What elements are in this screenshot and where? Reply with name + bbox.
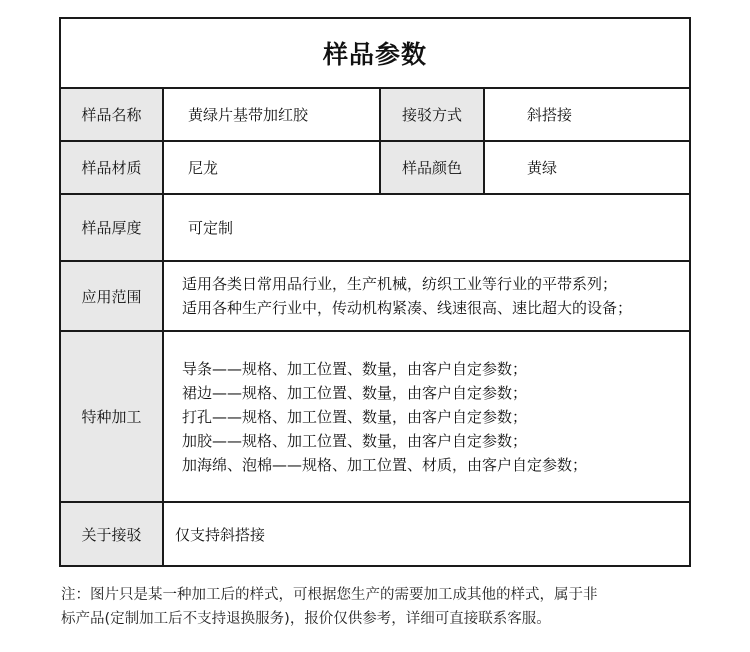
- table-title: 样品参数: [61, 19, 689, 89]
- special-processing-line: 导条——规格、加工位置、数量，由客户自定参数；: [182, 359, 528, 378]
- joint-label: 关于接驳: [61, 503, 164, 565]
- application-scope-label: 应用范围: [61, 262, 164, 330]
- sample-color-value: 黄绿: [527, 159, 558, 177]
- row-special-processing: [61, 332, 689, 503]
- special-processing-line: 裙边——规格、加工位置、数量，由客户自定参数；: [182, 383, 528, 402]
- special-processing-line: 打孔——规格、加工位置、数量，由客户自定参数；: [182, 407, 528, 426]
- footnote: [61, 583, 701, 631]
- special-processing-line: 加胶——规格、加工位置、数量，由客户自定参数；: [182, 431, 528, 450]
- row-sample-name: [61, 89, 689, 142]
- footnote-line: 注：图片只是某一种加工后的样式，可根据您生产的需要加工成其他的样式，属于非: [61, 587, 598, 603]
- joint-value: 仅支持斜搭接: [175, 525, 266, 544]
- row-application-scope: [61, 262, 689, 332]
- row-joint: [61, 503, 689, 565]
- sample-material-value: 尼龙: [188, 159, 219, 177]
- sample-thickness-label: 样品厚度: [61, 195, 164, 260]
- row-sample-material: [61, 142, 689, 195]
- special-processing-lines: [166, 332, 689, 501]
- footnote-line: 标产品(定制加工后不支持退换服务)，报价仅供参考，详细可直接联系客服。: [61, 611, 551, 627]
- sample-thickness-value: 可定制: [188, 219, 234, 237]
- joint-method-value: 斜搭接: [527, 106, 573, 124]
- sample-color-label: 样品颜色: [379, 142, 485, 193]
- application-scope-line: 适用各种生产行业中，传动机构紧凑、线速很高、速比超大的设备；: [182, 299, 633, 317]
- application-scope-lines: [166, 262, 689, 330]
- joint-method-label: 接驳方式: [379, 89, 485, 140]
- sample-name-value: 黄绿片基带加红胶: [188, 106, 309, 124]
- application-scope-line: 适用各类日常用品行业，生产机械，纺织工业等行业的平带系列；: [182, 275, 618, 293]
- sample-material-label: 样品材质: [61, 142, 164, 193]
- row-sample-thickness: [61, 195, 689, 262]
- sample-name-label: 样品名称: [61, 89, 164, 140]
- special-processing-line: 加海绵、泡棉——规格、加工位置、材质，由客户自定参数；: [182, 455, 588, 474]
- special-processing-label: 特种加工: [61, 332, 164, 501]
- spec-table: [59, 17, 691, 567]
